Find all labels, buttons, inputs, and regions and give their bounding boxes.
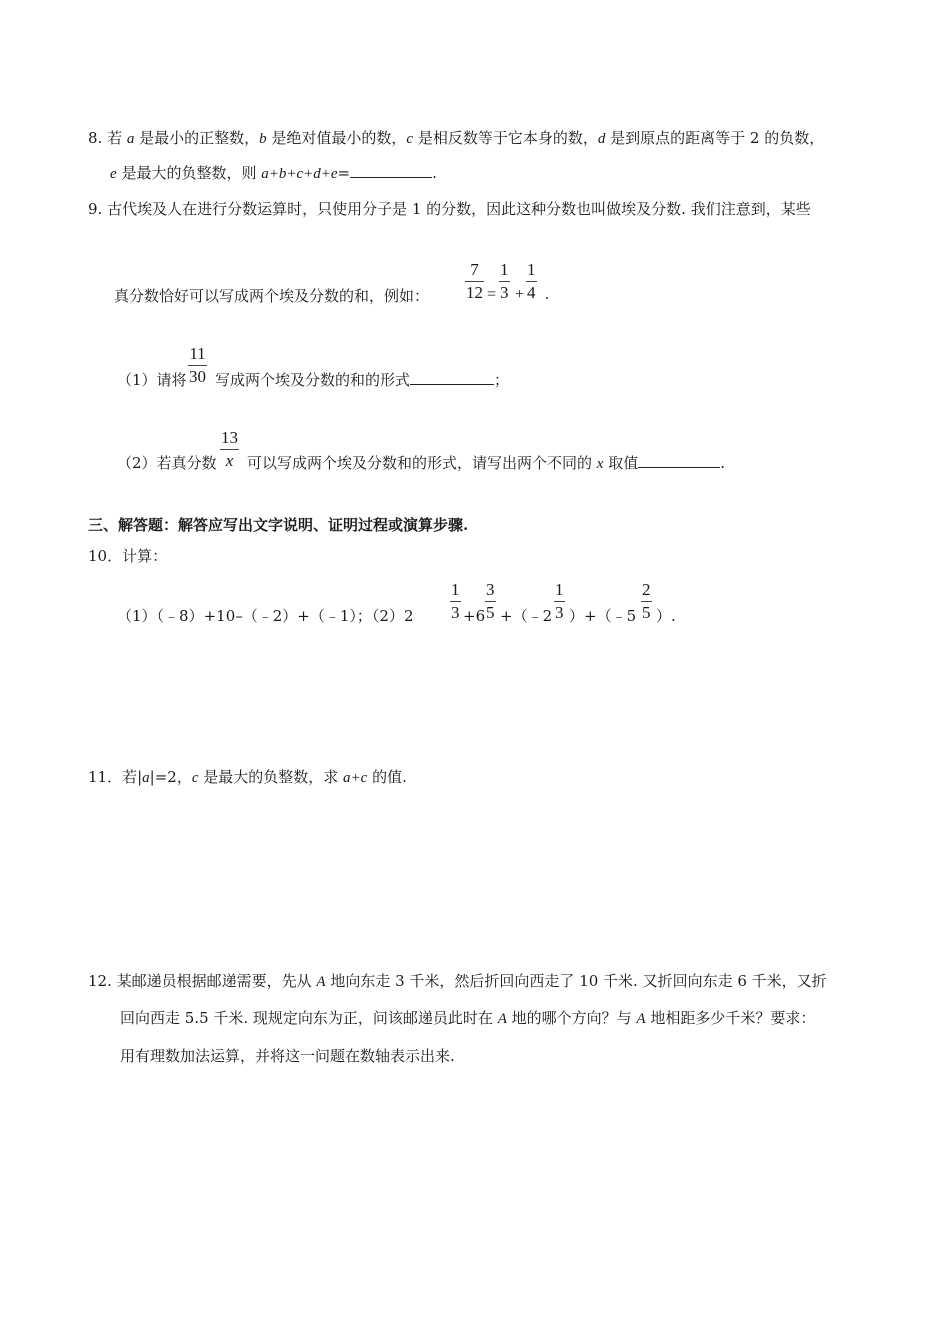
example-fraction-1-4: 1 4: [527, 260, 536, 302]
q12-line3: 用有理数加法运算，并将这一问题在数轴表示出来.: [120, 1047, 455, 1065]
q10-part1: （1）（﹣8）+10–（﹣2）+（﹣1）；（2）2: [117, 607, 414, 625]
q8-answer-blank[interactable]: [350, 163, 432, 178]
plus-sign: +: [515, 286, 525, 303]
q10-mid2: +（﹣2: [500, 607, 553, 625]
equals-sign: =: [487, 286, 497, 303]
q9-sub1-label: （1）请将: [117, 371, 187, 389]
q12-line1: 12. 某邮递员根据邮递需要，先从 A 地向东走 3 千米，然后折回向西走了 10 千米. 又折回向东走 6 千米，又折: [88, 972, 827, 990]
q10-mid1: +6: [463, 607, 486, 625]
q10-end: ）.: [656, 607, 676, 625]
fraction-11-30: 11 30: [189, 344, 206, 386]
fraction-3-5: 3 5: [486, 580, 495, 622]
q9-sub1-text: 写成两个埃及分数的和的形式 ；: [215, 371, 510, 389]
q9-sub2-answer-blank[interactable]: [638, 453, 720, 468]
fraction-2-5: 2 5: [642, 580, 651, 622]
fraction-13-x: 13 x: [221, 428, 238, 470]
example-fraction-7-12: 7 12: [466, 260, 483, 302]
q8-line2: e 是最大的负整数，则 a+b+c+d+e= .: [110, 164, 437, 182]
example-fraction-1-3: 1 3: [500, 260, 509, 302]
q11-text: 11．若|a|=2，c 是最大的负整数，求 a+c 的值.: [88, 768, 407, 786]
q10-title: 10．计算：: [88, 547, 168, 565]
q9-line2: 真分数恰好可以写成两个埃及分数的和，例如：: [114, 287, 430, 305]
q9-sub2-text: 可以写成两个埃及分数和的形式，请写出两个不同的 x 取值 .: [247, 454, 726, 472]
section-title: 三、解答题：解答应写出文字说明、证明过程或演算步骤.: [88, 516, 469, 534]
q9-sub2-label: （2）若真分数: [117, 454, 217, 472]
q9-line1: 9. 古代埃及人在进行分数运算时，只使用分子是 1 的分数，因此这种分数也叫做埃及分数. 我们注意到，某些: [88, 200, 811, 218]
fraction-1-3-b: 1 3: [555, 580, 564, 622]
q9-sub1-answer-blank[interactable]: [410, 370, 494, 385]
q10-mid3: ）+（﹣5: [569, 607, 637, 625]
fraction-1-3-a: 1 3: [451, 580, 460, 622]
q8-line1: 8. 若 a 是最小的正整数，b 是绝对值最小的数，c 是相反数等于它本身的数，d 是到原点的距离等于 2 的负数，: [88, 129, 825, 147]
example-end: .: [545, 286, 549, 303]
q12-line2: 回向西走 5.5 千米. 现规定向东为正，问该邮递员此时在 A 地的哪个方向？与 A 地相距多少千米？要求：: [120, 1009, 816, 1027]
